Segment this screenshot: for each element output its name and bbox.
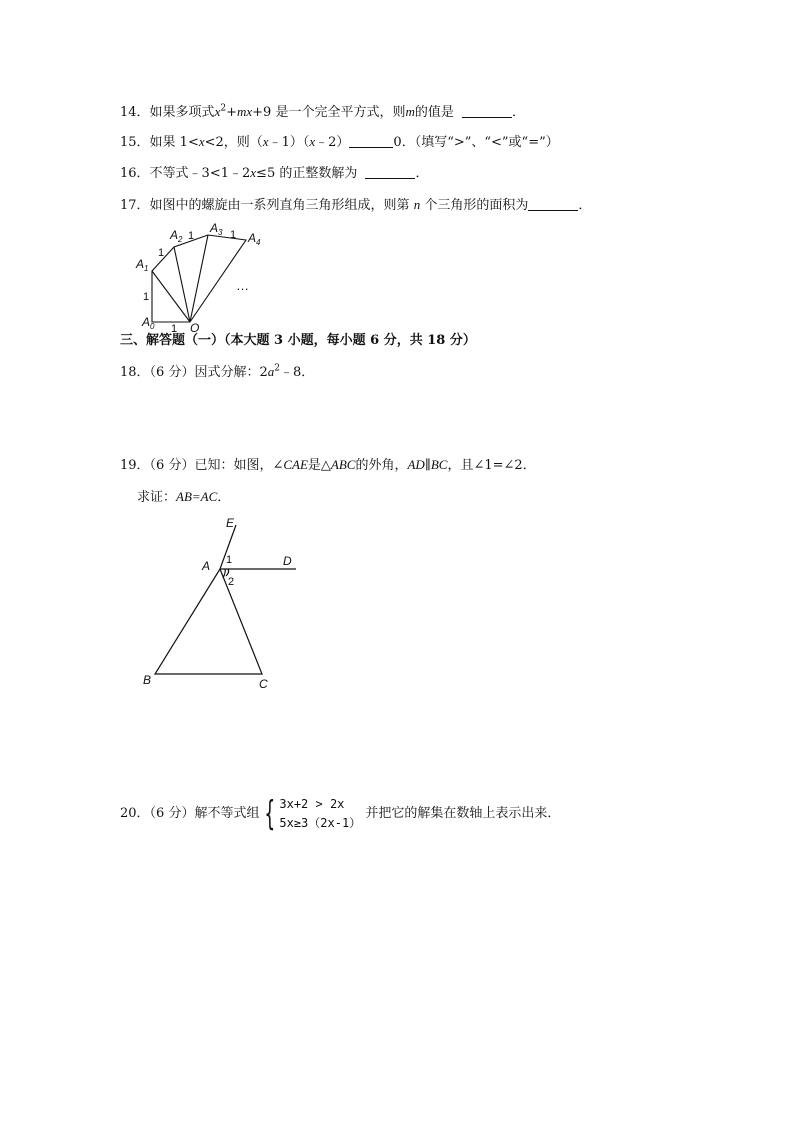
q19-triangle-abc: ABC — [330, 457, 356, 472]
q15-var-x2: x — [262, 134, 269, 149]
angle-2-arc-inner — [223, 569, 225, 578]
q15-text-3: ﹣1）（ — [268, 135, 310, 150]
q18-text-2: ﹣8． — [279, 365, 315, 380]
label-a3-sub: 3 — [218, 228, 223, 237]
label-a0-sub: 0 — [150, 322, 155, 331]
q20-inequality-2: 5x≥3（2x-1） — [279, 815, 362, 830]
q19-text-5: ，且∠1=∠2． — [447, 458, 536, 473]
label-a4-sub: 4 — [256, 238, 261, 247]
label-a3: A — [210, 221, 219, 235]
label-a2: A — [170, 228, 179, 242]
q14-exponent: 2 — [220, 103, 227, 114]
question-16 — [120, 164, 429, 183]
q20-inequality-system — [279, 795, 361, 833]
q14-var-x: x — [214, 104, 221, 119]
q14-var-m: m — [405, 104, 415, 119]
spiral-continuation-dots: … — [236, 278, 249, 293]
triangle-figure — [140, 512, 310, 692]
q19-line-ad: AD — [407, 457, 425, 472]
q18-number: 18． — [120, 365, 150, 380]
q16-text-2: ≤5 的正整数解为 — [256, 166, 358, 181]
q18-text-1: （6 分）因式分解：2 — [149, 365, 268, 380]
q20-inequality-1: 3x+2 > 2x — [279, 796, 345, 811]
q14-var-mx: mx — [236, 104, 253, 119]
label-b: B — [143, 673, 152, 687]
q14-end: ． — [512, 105, 526, 120]
angle-2-arc — [226, 569, 229, 576]
q15-text-5: 0．（填写“>”、“<”或“=”） — [393, 135, 559, 150]
q19-prove-statement: AB=AC — [176, 489, 218, 504]
label-side-a0a1: 1 — [143, 291, 150, 303]
label-side-a3a4: 1 — [230, 229, 237, 241]
q19-prove-end: ． — [217, 490, 231, 505]
q19-number: 19． — [120, 458, 150, 473]
q15-var-x: x — [198, 134, 205, 149]
label-a2-sub: 2 — [178, 235, 183, 244]
label-angle-2: 2 — [228, 576, 235, 588]
section-3-title: 三、解答题（一） — [120, 333, 225, 348]
q14-text-3: +9 是一个完全平方式，则 — [252, 105, 406, 120]
label-d: D — [283, 554, 292, 568]
q19-text-3: 的外角， — [355, 458, 408, 473]
q15-text-1: 如果 1< — [149, 135, 199, 150]
question-15 — [120, 133, 559, 152]
q15-number: 15． — [120, 135, 150, 150]
q16-number: 16． — [120, 166, 150, 181]
question-17 — [120, 196, 591, 215]
label-o: O — [190, 321, 200, 335]
q14-text-1: 如果多项式 — [149, 105, 215, 120]
q14-answer-blank[interactable] — [462, 104, 512, 118]
q15-text-2: <2，则（ — [204, 135, 263, 150]
q14-text-4: 的值是 — [414, 105, 454, 120]
q15-var-x3: x — [309, 134, 316, 149]
q17-text-2: 个三角形的面积为 — [424, 198, 529, 213]
q20-number: 20． — [120, 806, 150, 821]
question-19 — [120, 456, 536, 475]
q20-text-1: （6 分）解不等式组 — [149, 806, 260, 821]
q16-text-1: 不等式﹣3<1﹣2 — [149, 166, 251, 181]
q19-angle-cae: CAE — [283, 457, 308, 472]
q19-text-2: 是△ — [307, 458, 331, 473]
q16-answer-blank[interactable] — [365, 165, 415, 179]
q14-number: 14． — [120, 105, 150, 120]
label-a0: A — [142, 315, 151, 329]
section-3-header — [120, 332, 476, 350]
triangle-abc — [155, 569, 262, 674]
label-a4: A — [248, 231, 257, 245]
question-20 — [120, 794, 560, 834]
label-a1-sub: 1 — [144, 264, 149, 273]
spiral-figure — [130, 218, 270, 335]
q15-text-4: ﹣2） — [315, 135, 350, 150]
label-side-a1a2: 1 — [158, 247, 165, 259]
q18-exponent: 2 — [274, 363, 280, 374]
q19-text-1: （6 分）已知：如图，∠ — [149, 458, 284, 473]
label-a1: A — [136, 257, 145, 271]
q18-var-a: a — [267, 364, 275, 379]
q17-end: ． — [578, 198, 592, 213]
label-angle-1: 1 — [226, 554, 233, 566]
q20-text-2: 并把它的解集在数轴上表示出来． — [365, 806, 561, 821]
section-3-detail: （本大题 3 小题，每小题 6 分，共 18 分） — [224, 333, 476, 348]
question-18 — [120, 363, 314, 382]
q19-prove-line — [137, 488, 230, 507]
label-a: A — [202, 559, 211, 573]
label-e: E — [226, 516, 235, 530]
q19-line-bc: BC — [430, 457, 448, 472]
q15-answer-blank[interactable] — [349, 134, 393, 148]
q16-var-x: x — [250, 165, 257, 180]
q19-text-4: ∥ — [424, 458, 431, 473]
label-side-a0o: 1 — [171, 323, 178, 335]
q17-answer-blank[interactable] — [528, 197, 578, 211]
question-14 — [120, 103, 525, 122]
q17-text-1: 如图中的螺旋由一系列直角三角形组成，则第 — [149, 198, 410, 213]
q14-text-2: + — [226, 105, 237, 120]
q19-prove-label: 求证： — [137, 490, 177, 505]
label-side-a2a3: 1 — [188, 230, 195, 242]
q20-brace: { — [264, 793, 275, 834]
q17-number: 17． — [120, 198, 150, 213]
spiral-lines — [152, 235, 246, 322]
q16-end: ． — [415, 166, 429, 181]
label-c: C — [259, 677, 268, 691]
q17-var-n: n — [413, 197, 421, 212]
